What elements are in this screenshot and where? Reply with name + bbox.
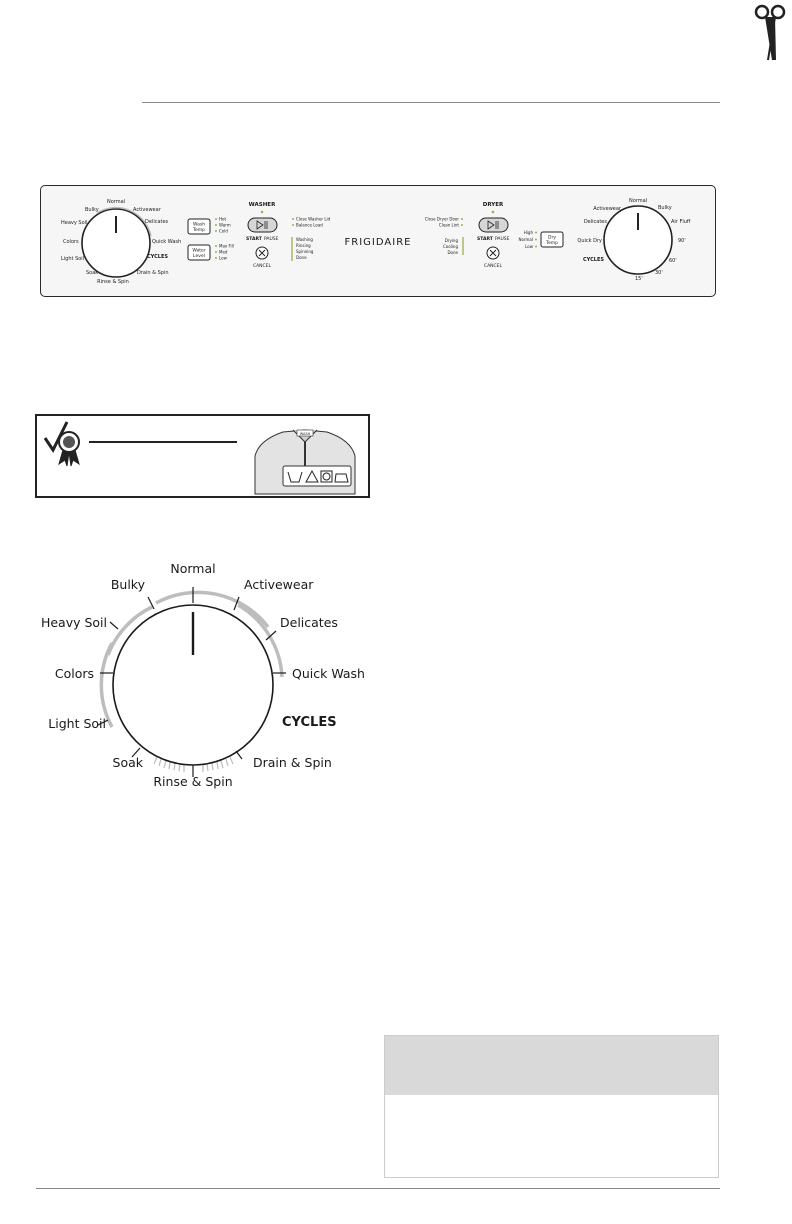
wash-temp-button[interactable] [188, 219, 210, 234]
svg-text:PAUSE: PAUSE [495, 237, 510, 242]
svg-text:Spinning: Spinning [296, 249, 314, 254]
svg-text:Dry: Dry [548, 235, 556, 241]
dryer-cycle-activewear: Activewear [593, 206, 621, 212]
svg-text:Cooling: Cooling [443, 244, 458, 249]
svg-text:CANCEL: CANCEL [483, 264, 503, 269]
svg-text:Water: Water [192, 248, 206, 254]
scissors-icon [752, 2, 788, 66]
cycle-label-activewear: Activewear [244, 577, 314, 592]
dryer-cycle-15: 15' [635, 276, 643, 282]
cycle-label-light-soil: Light Soil [48, 716, 106, 731]
shirt-tag-label: WASH [299, 432, 311, 436]
svg-text:CANCEL: CANCEL [252, 264, 272, 269]
dryer-cycle-normal: Normal [628, 198, 648, 204]
dryer-cycle-30: 30' [655, 270, 663, 276]
washer-label: WASHER [248, 202, 276, 208]
svg-text:Washing: Washing [296, 237, 313, 242]
cycle-label-delicates: Delicates [280, 615, 338, 630]
wash-temp-warm: Warm [219, 222, 231, 228]
care-symbols-label [283, 466, 351, 486]
dryer-cycle-dial[interactable] [604, 206, 672, 274]
dryer-indicator-close-door: Close Dryer Door [424, 216, 459, 222]
svg-text:Rinsing: Rinsing [296, 243, 311, 248]
dry-temp-normal: Normal [518, 237, 533, 242]
dryer-start-pause-button[interactable] [479, 218, 508, 232]
dryer-cycle-bulky: Bulky [658, 205, 672, 211]
svg-text:Temp: Temp [193, 228, 205, 233]
washer-cycle-quick-wash: Quick Wash [152, 239, 182, 245]
svg-text:Level: Level [193, 254, 205, 259]
water-level-max-fill: Max Fill [219, 243, 234, 249]
cycle-label-heavy-soil: Heavy Soil [40, 615, 107, 630]
dryer-cycle-90: 90' [678, 238, 686, 244]
washer-cycle-heavy-soil: Heavy Soil [61, 220, 88, 226]
award-ribbon-icon [45, 422, 79, 466]
note-box [384, 1035, 719, 1178]
water-level-med: Med [219, 249, 228, 255]
svg-text:START: START [477, 237, 493, 242]
dryer-cycles-label: CYCLES [583, 257, 604, 263]
washer-cycle-light-soil: Light Soil [61, 256, 85, 262]
cycle-label-colors: Colors [54, 666, 94, 681]
svg-text:START: START [246, 237, 262, 242]
shirt-illustration [255, 430, 355, 494]
washer-cycle-colors: Colors [63, 239, 79, 245]
washer-cycles-label: CYCLES [147, 254, 168, 260]
svg-text:PAUSE: PAUSE [264, 237, 279, 242]
cycles-title: CYCLES [282, 715, 337, 730]
svg-text:Done: Done [447, 250, 458, 255]
wash-temp-hot: Hot [219, 216, 227, 222]
dryer-cycle-delicates: Delicates [583, 219, 607, 225]
dryer-cycle-60: 60' [669, 258, 677, 264]
washer-cycle-delicates: Delicates [145, 219, 169, 225]
cycle-dial-diagram [30, 555, 380, 805]
dryer-label: DRYER [482, 202, 504, 208]
cycle-label-soak: Soak [112, 755, 143, 770]
dry-temp-high: High [523, 230, 533, 235]
brand-logo: FRIGIDAIRE [344, 237, 412, 248]
dryer-cycle-quick-dry: Quick Dry [577, 238, 602, 244]
dryer-indicator-clean-lint: Clean Lint [438, 222, 459, 228]
washer-cycle-drain-spin: Drain & Spin [137, 270, 169, 276]
tip-box [35, 414, 370, 498]
washer-cancel-button[interactable] [256, 247, 268, 259]
dry-temp-low: Low [525, 244, 533, 249]
washer-cycle-rinse-spin: Rinse & Spin [97, 279, 129, 285]
top-rule [142, 102, 720, 103]
bottom-rule [36, 1188, 720, 1189]
cycle-label-quick-wash: Quick Wash [292, 666, 365, 681]
svg-text:Done: Done [296, 255, 307, 260]
water-level-low: Low [219, 255, 227, 261]
cycle-label-normal: Normal [170, 561, 216, 576]
note-box-header [385, 1036, 718, 1095]
svg-text:Temp: Temp [546, 241, 558, 246]
cycle-label-drain-spin: Drain & Spin [253, 755, 332, 770]
washer-cycle-activewear: Activewear [133, 207, 161, 213]
washer-indicator-close-lid: Close Washer Lid [296, 216, 331, 222]
dryer-cycle-air-fluff: Air Fluff [671, 219, 691, 225]
cycle-label-bulky: Bulky [110, 577, 145, 592]
washer-cycle-soak: Soak [86, 270, 99, 276]
control-panel [40, 185, 716, 297]
washer-indicator-balance-load: Balance Load [296, 222, 323, 228]
svg-text:Wash: Wash [192, 222, 206, 228]
washer-cycle-dial[interactable] [82, 208, 151, 277]
water-level-button[interactable] [188, 245, 210, 260]
cycle-label-rinse-spin: Rinse & Spin [153, 774, 233, 789]
washer-cycle-bulky: Bulky [85, 207, 99, 213]
washer-cycle-normal: Normal [106, 199, 126, 205]
svg-text:Drying: Drying [444, 238, 458, 243]
dryer-cancel-button[interactable] [487, 247, 499, 259]
wash-temp-cold: Cold [219, 228, 228, 234]
washer-start-pause-button[interactable] [248, 218, 277, 232]
dry-temp-button[interactable] [541, 232, 563, 247]
